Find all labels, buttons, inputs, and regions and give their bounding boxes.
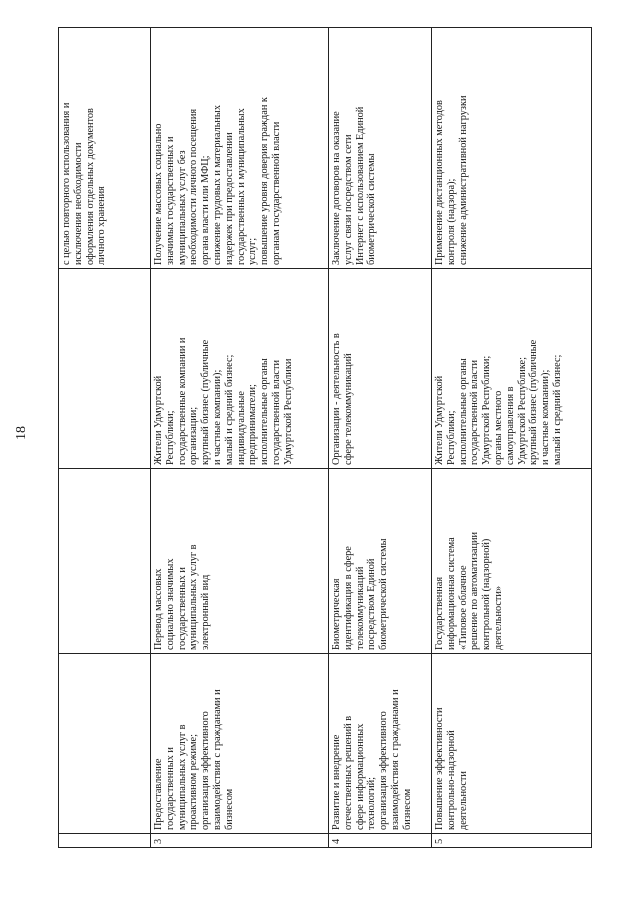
table-row xyxy=(151,28,329,848)
cell-line: взаимодействия с гражданами и xyxy=(389,689,401,830)
cell-line: социально значимых xyxy=(164,558,176,650)
row-number: 4 xyxy=(329,834,432,848)
cell-line: информационная система xyxy=(445,537,457,650)
cell-line: исключения необходимости xyxy=(72,142,84,265)
cell-solution xyxy=(151,469,329,654)
cell-line: организация эффективного xyxy=(378,711,390,830)
cell-line: биометрической системы xyxy=(366,153,378,265)
cell-line: с целью повторного использования и xyxy=(61,102,72,265)
cell-line: контроля (надзора); xyxy=(445,178,457,265)
cell-line: снижение административной нагрузки xyxy=(457,95,469,265)
cell-solution xyxy=(432,469,592,654)
cell-line: бизнесом xyxy=(401,788,413,830)
cell-effect xyxy=(151,28,329,269)
cell-line: Жители Удмуртской xyxy=(434,375,445,465)
table-row xyxy=(432,28,592,848)
cell-line: сфере телекоммуникаций xyxy=(342,353,354,465)
cell-line: Развитие и внедрение xyxy=(331,734,342,830)
cell-solution xyxy=(59,469,151,654)
cell-line: Жители Удмуртской xyxy=(153,375,164,465)
cell-line: деятельности xyxy=(457,771,469,830)
cell-effect xyxy=(329,28,432,269)
cell-line: сфере информационных xyxy=(354,723,366,830)
cell-direction xyxy=(59,654,151,834)
cell-line: снижение трудовых и материальных xyxy=(211,105,223,265)
cell-line: Повышение эффективности xyxy=(434,707,445,830)
cell-line: исполнительные органы xyxy=(457,358,469,465)
cell-line: необходимости личного посещения xyxy=(188,108,200,265)
row-number xyxy=(59,834,151,848)
cell-line: услуг связи посредством сети xyxy=(342,134,354,265)
cell-line: органы местного xyxy=(492,390,504,465)
cell-line: государственной власти xyxy=(469,360,481,465)
cell-line: государственной власти xyxy=(270,360,282,465)
cell-line: Государственная xyxy=(434,576,445,650)
cell-line: оформления отдельных документов xyxy=(84,108,96,265)
cell-consumers xyxy=(59,269,151,469)
cell-line: индивидуальные xyxy=(235,391,247,465)
cell-line: Применение дистанционных методов xyxy=(434,100,445,265)
cell-line: органа власти или МФЦ; xyxy=(200,155,212,265)
cell-line: Предоставление xyxy=(153,758,164,830)
cell-line: идентификация в сфере xyxy=(342,546,354,650)
cell-line: Биометрическая xyxy=(331,578,342,650)
cell-line: исполнительные органы xyxy=(259,358,271,465)
cell-line: Перевод массовых xyxy=(153,568,164,650)
cell-consumers xyxy=(432,269,592,469)
row-number: 5 xyxy=(432,834,592,848)
cell-line: муниципальных услуг в xyxy=(176,724,188,830)
cell-line: посредством Единой xyxy=(366,558,378,650)
cell-line: Получение массовых социально xyxy=(153,123,164,265)
projects-table xyxy=(58,27,592,848)
cell-line: телекоммуникаций xyxy=(354,566,366,650)
cell-line: государственных и xyxy=(164,747,176,830)
cell-line: значимых государственных и xyxy=(164,136,176,265)
cell-line: государственных и xyxy=(176,567,188,650)
cell-line: Удмуртской Республике; xyxy=(516,357,528,465)
cell-direction xyxy=(432,654,592,834)
cell-line: проактивном режиме; xyxy=(188,734,200,830)
cell-line: издержек при предоставлении xyxy=(223,132,235,265)
cell-line: государственные компании и xyxy=(176,337,188,465)
cell-line: отечественных решений в xyxy=(342,715,354,830)
cell-effect xyxy=(59,28,151,269)
cell-line: крупный бизнес (публичные xyxy=(528,339,540,465)
cell-line: «Типовое облачное xyxy=(457,565,469,650)
cell-line: органам государственной власти xyxy=(270,121,282,265)
cell-line: Республики; xyxy=(164,410,176,465)
cell-line: личного хранения xyxy=(96,186,108,265)
cell-line: организация эффективного xyxy=(200,711,212,830)
rotated-table-area xyxy=(58,28,563,848)
cell-line: повышение уровня доверия граждан к xyxy=(259,97,271,265)
cell-line: Удмуртской Республики xyxy=(282,358,294,465)
cell-line: решение по автоматизации xyxy=(469,531,481,650)
cell-line: предприниматели; xyxy=(247,384,259,465)
cell-line: взаимодействия с гражданами и xyxy=(211,689,223,830)
cell-line: технологий; xyxy=(366,777,378,830)
row-number: 3 xyxy=(151,834,329,848)
cell-line: малый и средний бизнес; xyxy=(551,354,563,465)
cell-line: Республики; xyxy=(445,410,457,465)
table-row xyxy=(59,28,151,848)
cell-line: организации; xyxy=(188,406,200,465)
cell-line: малый и средний бизнес; xyxy=(223,354,235,465)
cell-line: и частные компании); xyxy=(540,369,552,465)
cell-line: Заключение договоров на оказание xyxy=(331,111,342,265)
cell-line: Удмуртской Республики; xyxy=(481,355,493,465)
cell-line: Организации - деятельность в xyxy=(331,333,342,465)
cell-line: самоуправления в xyxy=(504,386,516,465)
cell-line: бизнесом xyxy=(223,788,235,830)
table-row xyxy=(329,28,432,848)
cell-line: и частные компании); xyxy=(211,369,223,465)
cell-consumers xyxy=(329,269,432,469)
cell-line: муниципальных услуг без xyxy=(176,150,188,265)
cell-line: электронный вид xyxy=(200,574,212,650)
cell-line: контрольно-надзорной xyxy=(445,730,457,830)
cell-line: государственных и муниципальных xyxy=(235,108,247,265)
cell-line: контрольной (надзорной) xyxy=(481,538,493,650)
cell-line: услуг; xyxy=(247,237,259,265)
cell-consumers xyxy=(151,269,329,469)
cell-line: деятельности» xyxy=(492,585,504,650)
cell-solution xyxy=(329,469,432,654)
cell-line: биометрической системы xyxy=(378,538,390,650)
cell-line: Интернет с использованием Единой xyxy=(354,106,366,265)
cell-line: крупный бизнес (публичные xyxy=(200,339,212,465)
cell-effect xyxy=(432,28,592,269)
cell-direction xyxy=(151,654,329,834)
cell-line: муниципальных услуг в xyxy=(188,544,200,650)
cell-direction xyxy=(329,654,432,834)
page-number: 18 xyxy=(14,426,29,440)
